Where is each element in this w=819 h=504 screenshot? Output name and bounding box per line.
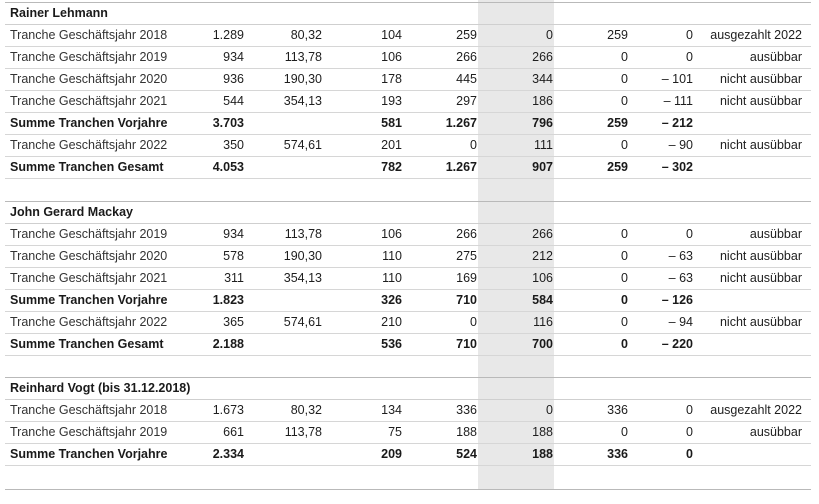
- value-cell: 0: [470, 315, 477, 329]
- value-cell: 106: [381, 50, 402, 64]
- value-cell: 0: [621, 425, 628, 439]
- value-cell: 0: [621, 138, 628, 152]
- value-cell: 796: [532, 116, 553, 130]
- value-cell: – 212: [661, 116, 693, 130]
- status-cell: nicht ausübbar: [719, 315, 802, 329]
- value-cell: 934: [223, 50, 244, 64]
- table-bottom-rule: [5, 489, 811, 490]
- value-cell: 259: [607, 28, 628, 42]
- value-cell: 275: [456, 249, 477, 263]
- table-row: [5, 422, 811, 444]
- value-cell: 259: [607, 160, 628, 174]
- value-cell: – 101: [661, 72, 693, 86]
- value-cell: 0: [686, 403, 693, 417]
- value-cell: 212: [532, 249, 553, 263]
- value-cell: 584: [532, 293, 553, 307]
- value-cell: 201: [381, 138, 402, 152]
- value-cell: – 94: [668, 315, 693, 329]
- value-cell: – 220: [661, 337, 693, 351]
- row-label: Tranche Geschäftsjahr 2022: [10, 315, 168, 329]
- value-cell: 0: [546, 403, 553, 417]
- value-cell: 336: [607, 447, 628, 461]
- value-cell: 710: [456, 337, 477, 351]
- value-cell: 106: [532, 271, 553, 285]
- value-cell: [265, 157, 322, 178]
- value-cell: 259: [607, 116, 628, 130]
- value-cell: 113,78: [284, 50, 322, 64]
- row-label: Summe Tranchen Gesamt: [10, 160, 164, 174]
- value-cell: 544: [223, 94, 244, 108]
- value-cell: 0: [546, 28, 553, 42]
- table-row: [5, 246, 811, 268]
- value-cell: 0: [621, 315, 628, 329]
- table-row: [5, 312, 811, 334]
- value-cell: 266: [532, 227, 553, 241]
- row-label: Tranche Geschäftsjahr 2021: [10, 94, 168, 108]
- status-cell: ausübbar: [749, 425, 802, 439]
- status-cell: nicht ausübbar: [719, 249, 802, 263]
- value-cell: 2.188: [212, 337, 244, 351]
- value-cell: 710: [456, 293, 477, 307]
- value-cell: 190,30: [283, 72, 322, 86]
- value-cell: 1.267: [445, 116, 477, 130]
- status-cell: [697, 157, 802, 178]
- value-cell: 936: [223, 72, 244, 86]
- value-cell: 193: [381, 94, 402, 108]
- value-cell: 0: [686, 425, 693, 439]
- value-cell: 700: [532, 337, 553, 351]
- value-cell: 0: [470, 138, 477, 152]
- row-label: Tranche Geschäftsjahr 2019: [10, 50, 168, 64]
- value-cell: 111: [533, 138, 553, 152]
- summary-row: [5, 113, 811, 135]
- value-cell: 354,13: [283, 94, 322, 108]
- value-cell: 0: [621, 50, 628, 64]
- row-label: Summe Tranchen Vorjahre: [10, 293, 168, 307]
- status-cell: [697, 334, 802, 355]
- row-label: Tranche Geschäftsjahr 2020: [10, 72, 168, 86]
- value-cell: 116: [533, 315, 553, 329]
- value-cell: 0: [621, 227, 628, 241]
- value-cell: 0: [621, 249, 628, 263]
- value-cell: 209: [381, 447, 402, 461]
- value-cell: 190,30: [283, 249, 322, 263]
- status-cell: ausübbar: [749, 50, 802, 64]
- section-title: John Gerard Mackay: [10, 205, 133, 219]
- section-title: Rainer Lehmann: [10, 6, 108, 20]
- table-row: [5, 91, 811, 113]
- value-cell: 445: [456, 72, 477, 86]
- value-cell: 326: [381, 293, 402, 307]
- status-cell: nicht ausübbar: [719, 94, 802, 108]
- value-cell: 186: [532, 94, 553, 108]
- row-label: Tranche Geschäftsjahr 2018: [10, 28, 168, 42]
- value-cell: 188: [532, 425, 553, 439]
- status-cell: nicht ausübbar: [719, 271, 802, 285]
- summary-row: [5, 157, 811, 179]
- value-cell: 0: [686, 447, 693, 461]
- table-row: [5, 224, 811, 246]
- summary-row: [5, 334, 811, 356]
- value-cell: 4.053: [212, 160, 244, 174]
- value-cell: 0: [621, 94, 628, 108]
- status-cell: ausübbar: [749, 227, 802, 241]
- value-cell: 0: [621, 271, 628, 285]
- value-cell: 574,61: [283, 315, 322, 329]
- value-cell: [265, 444, 322, 465]
- table-row: [5, 25, 811, 47]
- table-row: [5, 400, 811, 422]
- value-cell: 188: [532, 447, 553, 461]
- value-cell: 934: [223, 227, 244, 241]
- status-cell: nicht ausübbar: [719, 72, 802, 86]
- value-cell: 80,32: [290, 403, 322, 417]
- status-cell: nicht ausübbar: [719, 138, 802, 152]
- value-cell: 344: [532, 72, 553, 86]
- row-label: Tranche Geschäftsjahr 2019: [10, 227, 168, 241]
- value-cell: 354,13: [283, 271, 322, 285]
- row-label: Summe Tranchen Gesamt: [10, 337, 164, 351]
- row-label: Tranche Geschäftsjahr 2019: [10, 425, 168, 439]
- value-cell: 104: [381, 28, 402, 42]
- section-header: [5, 3, 811, 25]
- value-cell: 188: [456, 425, 477, 439]
- row-label: Tranche Geschäftsjahr 2018: [10, 403, 168, 417]
- table-row: [5, 268, 811, 290]
- value-cell: 169: [456, 271, 477, 285]
- value-cell: 266: [456, 227, 477, 241]
- value-cell: 336: [456, 403, 477, 417]
- value-cell: 0: [686, 50, 693, 64]
- value-cell: [265, 334, 322, 355]
- value-cell: – 126: [661, 293, 693, 307]
- value-cell: 134: [381, 403, 402, 417]
- value-cell: [265, 290, 322, 311]
- value-cell: 0: [621, 337, 628, 351]
- value-cell: 1.289: [212, 28, 244, 42]
- value-cell: 1.823: [212, 293, 244, 307]
- value-cell: – 63: [668, 249, 693, 263]
- value-cell: 1.673: [212, 403, 244, 417]
- value-cell: – 111: [663, 94, 693, 108]
- section-header: [5, 202, 811, 224]
- value-cell: – 90: [668, 138, 693, 152]
- status-cell: ausgezahlt 2022: [710, 28, 802, 42]
- value-cell: 350: [223, 138, 244, 152]
- value-cell: 75: [388, 425, 402, 439]
- table-row: [5, 47, 811, 69]
- value-cell: 3.703: [212, 116, 244, 130]
- value-cell: – 302: [661, 160, 693, 174]
- value-cell: 0: [621, 293, 628, 307]
- table-row: [5, 69, 811, 91]
- status-cell: [697, 444, 802, 465]
- summary-row: [5, 290, 811, 312]
- value-cell: 0: [621, 72, 628, 86]
- value-cell: 113,78: [284, 227, 322, 241]
- value-cell: 110: [382, 249, 402, 263]
- value-cell: 1.267: [445, 160, 477, 174]
- section-header: [5, 378, 811, 400]
- value-cell: 524: [456, 447, 477, 461]
- value-cell: 311: [224, 271, 244, 285]
- value-cell: [265, 113, 322, 134]
- value-cell: 0: [686, 28, 693, 42]
- table-row: [5, 135, 811, 157]
- value-cell: 578: [223, 249, 244, 263]
- value-cell: 0: [686, 227, 693, 241]
- value-cell: – 63: [668, 271, 693, 285]
- value-cell: 110: [382, 271, 402, 285]
- value-cell: 106: [381, 227, 402, 241]
- value-cell: 266: [456, 50, 477, 64]
- value-cell: 574,61: [283, 138, 322, 152]
- value-cell: 2.334: [212, 447, 244, 461]
- row-label: Tranche Geschäftsjahr 2022: [10, 138, 168, 152]
- value-cell: 266: [532, 50, 553, 64]
- value-cell: 782: [381, 160, 402, 174]
- row-label: Tranche Geschäftsjahr 2021: [10, 271, 168, 285]
- value-cell: 661: [223, 425, 244, 439]
- row-label: Tranche Geschäftsjahr 2020: [10, 249, 168, 263]
- value-cell: 297: [456, 94, 477, 108]
- section-title: Reinhard Vogt (bis 31.12.2018): [10, 381, 191, 395]
- summary-row: [5, 444, 811, 466]
- value-cell: 80,32: [290, 28, 322, 42]
- status-cell: ausgezahlt 2022: [710, 403, 802, 417]
- status-cell: [697, 290, 802, 311]
- row-label: Summe Tranchen Vorjahre: [10, 116, 168, 130]
- value-cell: 178: [381, 72, 402, 86]
- value-cell: 536: [381, 337, 402, 351]
- row-label: Summe Tranchen Vorjahre: [10, 447, 168, 461]
- value-cell: 259: [456, 28, 477, 42]
- value-cell: 210: [381, 315, 402, 329]
- value-cell: 113,78: [284, 425, 322, 439]
- value-cell: 581: [381, 116, 402, 130]
- value-cell: 907: [532, 160, 553, 174]
- value-cell: 336: [607, 403, 628, 417]
- status-cell: [697, 113, 802, 134]
- value-cell: 365: [223, 315, 244, 329]
